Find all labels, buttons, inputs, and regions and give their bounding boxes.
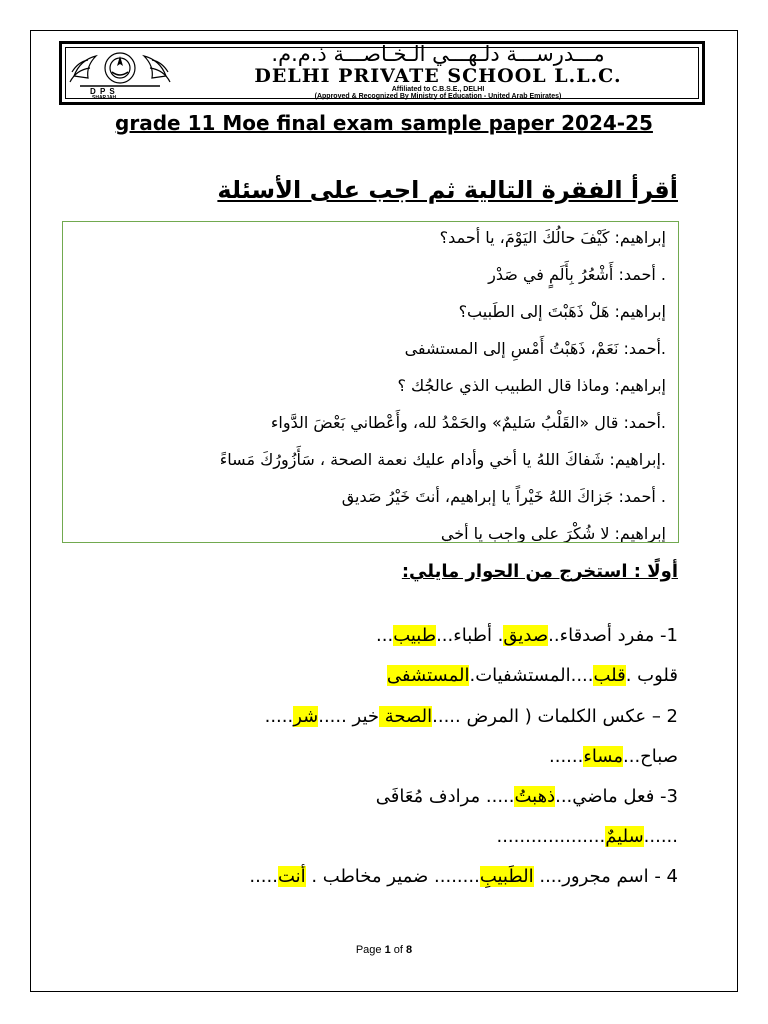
question-text: ........ ضمير مخاطب .: [305, 866, 480, 887]
answer-highlight: ذهبتُ: [514, 786, 556, 807]
question-text: ......: [549, 746, 584, 767]
footer-page-total: 8: [406, 944, 413, 956]
footer-of-word: of: [393, 944, 403, 956]
question-4-line: [249, 866, 678, 887]
question-1-line-1: [376, 625, 678, 646]
answer-highlight: مساء: [583, 746, 624, 767]
question-text: صباح...: [623, 746, 678, 767]
exam-title: grade 11 Moe final exam sample paper 2024-25: [115, 111, 653, 135]
answer-highlight: سليمٌ: [605, 826, 644, 847]
dialogue-line: .أحمد: نَعَمْ، ذَهَبْتُ أَمْسِ إلى المستشفى: [404, 339, 666, 358]
question-text: ..... مرادف مُعَافَى: [375, 786, 515, 807]
section-heading: أولًا : استخرج من الحوار مايلي:: [401, 561, 678, 582]
question-1-line-2: [387, 665, 678, 686]
dialogue-line: إبراهيم: وماذا قال الطبيب الذي عالجُك ؟: [397, 376, 666, 395]
school-banner: [59, 41, 705, 105]
answer-highlight: المستشفى: [386, 665, 470, 686]
question-text: قلوب .: [625, 665, 678, 686]
answer-highlight: طبيب: [393, 625, 437, 646]
dialogue-line: .إبراهيم: شَفاكَ اللهُ يا أخي وأدام عليك نعمة الصحة ، سَأَزُورُكَ مَساءً: [219, 450, 666, 469]
question-text: .....: [249, 866, 278, 887]
question-text: 1- مفرد أصدقاء..: [548, 625, 678, 646]
school-name-english: DELHI PRIVATE SCHOOL L.L.C.: [254, 65, 622, 87]
question-2-line-1: [265, 706, 678, 727]
question-text: 3- فعل ماضي...: [555, 786, 678, 807]
page-footer: [0, 944, 768, 956]
school-affiliation: Affiliated to C.B.S.E., DELHI: [391, 86, 485, 93]
answer-highlight: الصحة: [379, 706, 433, 727]
answer-highlight: الطَبيبِ: [479, 866, 534, 887]
dialogue-line: إبراهيم: هَلْ ذَهَبْتَ إلى الطَبيب؟: [458, 302, 666, 321]
reading-instruction: أقرأ الفقرة التالية ثم اجب على الأسئلة: [217, 176, 678, 204]
question-text: ......: [643, 826, 678, 847]
logo-location-text: SHARJAH: [92, 95, 117, 101]
question-text: خير .....: [318, 706, 380, 727]
question-text: ...................: [496, 826, 606, 847]
answer-highlight: صديق: [503, 625, 549, 646]
dialogue-line: إبراهيم: كَيْفَ حالُكَ اليَوْمَ، يا أحمد؟: [439, 228, 666, 247]
question-text: 2 – عكس الكلمات ( المرض .....: [432, 706, 678, 727]
dialogue-line: . أحمد: أَشْعُرُ بِأَلَمٍ في صَدْر: [488, 265, 666, 284]
footer-page-number: 1: [384, 944, 391, 956]
question-text: .....: [264, 706, 294, 727]
dialogue-box: [62, 221, 679, 543]
question-3-line-2: [496, 826, 678, 847]
answer-highlight: قلب: [593, 665, 626, 686]
question-text: 4 - اسم مجرور....: [533, 866, 678, 887]
question-3-line-1: [376, 786, 678, 807]
answer-highlight: أنت: [277, 866, 306, 887]
logo-dps-text: D P S: [90, 87, 116, 96]
school-logo-icon: [66, 46, 174, 96]
question-2-line-2: [549, 746, 678, 767]
dialogue-line: . أحمد: جَزاكَ اللهُ خَيْراً يا إبراهيم، أنتَ خَيْرُ صَديق: [341, 487, 666, 506]
dialogue-line: .أحمد: قال «القَلْبُ سَليمٌ» والحَمْدُ لله، وأَعْطاني بَعْضَ الدَّواء: [270, 413, 666, 432]
dialogue-line: إبراهيم: لا شُكْرَ على واجب يا أخي: [440, 524, 666, 543]
footer-page-word: Page: [355, 944, 382, 956]
school-name-arabic: مـــدرســـة دلـهـــي الـخـاصـــة ذ.م.م.: [271, 42, 605, 66]
question-text: . أطباء...: [436, 625, 504, 646]
question-text: ....المستشفيات.: [469, 665, 594, 686]
school-approval: (Approved & Recognized By Ministry of Education - United Arab Emirates): [314, 93, 562, 100]
question-text: ...: [376, 625, 394, 646]
answer-highlight: شر: [293, 706, 319, 727]
